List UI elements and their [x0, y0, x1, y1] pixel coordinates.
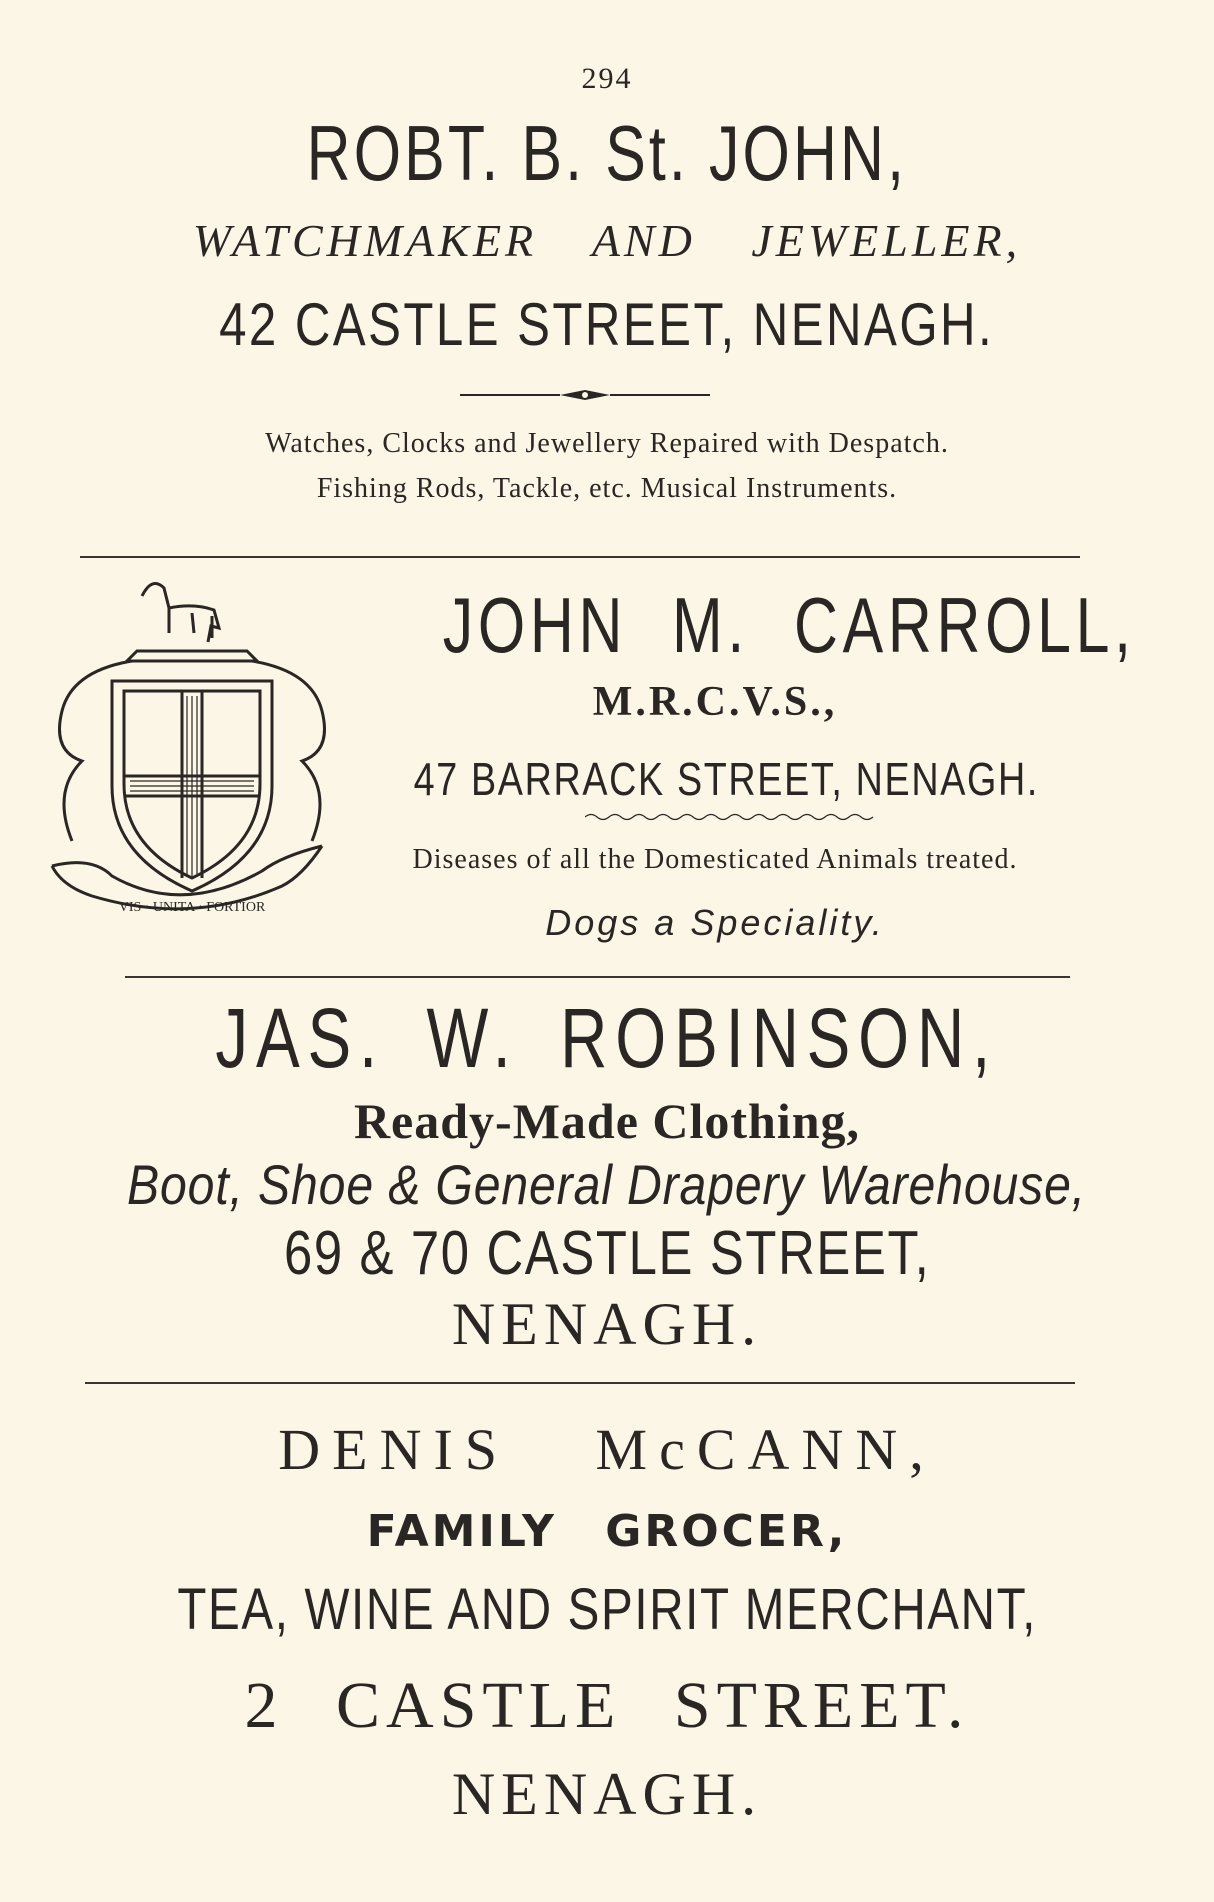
carroll-speciality: Dogs a Speciality.: [545, 902, 885, 943]
st-john-name: ROBT. B. St. JOHN,: [306, 109, 908, 197]
mccann-merchant: TEA, WINE AND SPIRIT MERCHANT,: [177, 1577, 1037, 1642]
mccann-name: DENIS McCANN,: [278, 1417, 936, 1482]
robinson-address: 69 & 70 CASTLE STREET,: [283, 1219, 931, 1288]
divider-rule: [85, 1382, 1075, 1384]
carroll-address: 47 BARRACK STREET, NENAGH.: [413, 753, 1039, 805]
svg-text:VIS · UNITA · FORTIOR: VIS · UNITA · FORTIOR: [118, 900, 266, 915]
robinson-trade: Ready-Made Clothing,: [353, 1093, 861, 1149]
mccann-address: 2 CASTLE STREET.: [244, 1669, 970, 1742]
page-number: 294: [581, 62, 633, 95]
mccann-trade: FAMILY GROCER,: [366, 1506, 848, 1557]
coat-of-arms-crest: [42, 556, 342, 936]
robinson-warehouse: Boot, Shoe & General Drapery Warehouse,: [127, 1153, 1087, 1216]
carroll-qualifications: M.R.C.V.S.,: [592, 679, 838, 725]
st-john-trade: WATCHMAKER AND JEWELLER,: [192, 215, 1022, 266]
mccann-town: NENAGH.: [451, 1761, 763, 1827]
robinson-town: NENAGH.: [451, 1291, 763, 1357]
divider-rule: [125, 976, 1070, 978]
wavy-divider: [585, 812, 875, 822]
robinson-name: JAS. W. ROBINSON,: [215, 991, 999, 1085]
carroll-name: JOHN M. CARROLL,: [442, 581, 1136, 669]
carroll-services: Diseases of all the Domesticated Animals treated.: [412, 844, 1018, 875]
st-john-goods: Fishing Rods, Tackle, etc. Musical Instruments.: [316, 473, 898, 504]
st-john-address: 42 CASTLE STREET, NENAGH.: [219, 291, 995, 358]
ornament-divider: [460, 388, 710, 402]
st-john-services: Watches, Clocks and Jewellery Repaired with Despatch.: [265, 428, 949, 459]
